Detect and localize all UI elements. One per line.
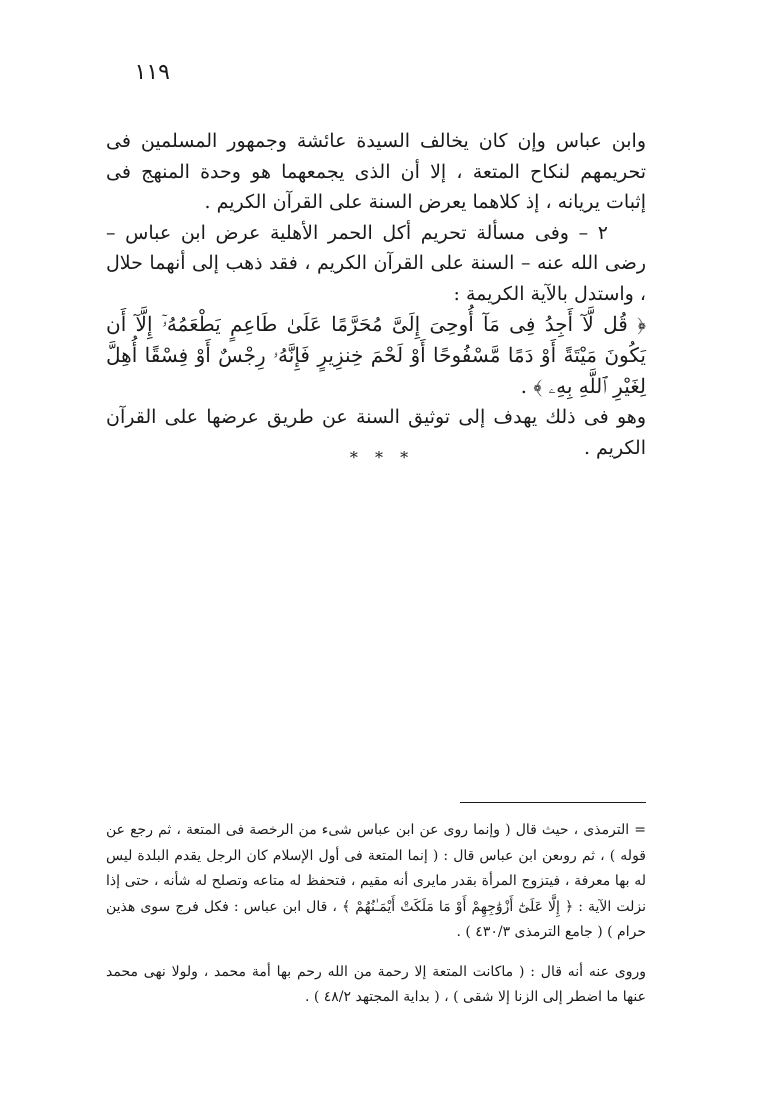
footnote-2: وروى عنه أنه قال : ( ماكانت المتعة إلا رحمة من الله رحم بها أمة محمد ، ولولا نهى محمد عنها ما اضطر إلى الزنا إلا شقى ) ، ( بداية المجتهد ٤٨/٢ ) . xyxy=(106,963,646,1005)
footnotes xyxy=(106,818,646,1011)
page-number: ١١٩ xyxy=(134,60,170,85)
quran-verse: ﴿ قُل لَّآ أَجِدُ فِى مَآ أُوحِىَ إِلَىَّ مُحَرَّمًا عَلَىٰ طَاعِمٍ يَطْعَمُهُۥٓ إِلَّآ أَن يَكُونَ مَيْتَةً أَوْ دَمًا مَّسْفُوحًا أَوْ لَحْمَ خِنزِيرٍ فَإِنَّهُۥ رِجْسٌ أَوْ فِسْقًا أُهِلَّ لِغَيْرِ ٱللَّهِ بِهِۦ ﴾ . xyxy=(106,312,646,398)
paragraph-2-marker: ٢ – xyxy=(578,221,609,244)
footnote-1: = الترمذى ، حيث قال ( وإنما روى عن ابن عباس شىء من الرخصة فى المتعة ، ثم رجع عن قوله ) ، ثم روىعن ابن عباس قال : ( إنما المتعة فى أول الإسلام كان الرجل يقدم البلدة ليس له بها معرفة ، فيتزوج المرأة بقدر مايرى أنه مقيم ، فتحفظ له متاعه وتصلح له شأنه ، حتى إذا نزلت الآية : ﴿ إِلَّا عَلَىٰٓ أَزْوَٰجِهِمْ أَوْ مَا مَلَكَتْ أَيْمَـٰنُهُمْ ﴾ ، قال ابن عباس : فكل فرج سوى هذين حرام ) ( جامع الترمذى ٤٣٠/٣ ) . xyxy=(106,822,646,940)
main-text xyxy=(106,126,646,463)
paragraph-2-text: وفى مسألة تحريم أكل الحمر الأهلية عرض ابن عباس – رضى الله عنه – السنة على القرآن الكريم ، فقد ذهب إلى أنهما حلال ، واستدل بالآية الكريمة : xyxy=(106,221,646,305)
section-separator: * * * xyxy=(349,448,415,467)
paragraph-1: وابن عباس وإن كان يخالف السيدة عائشة وجمهور المسلمين فى تحريمهم لنكاح المتعة ، إلا أن الذى يجمعهما هو وحدة المنهج فى إثبات يريانه ، إذ كلاهما يعرض السنة على القرآن الكريم . xyxy=(106,130,646,213)
paragraph-2 xyxy=(106,218,646,310)
footnote-divider xyxy=(460,802,646,803)
paragraph-3: وهو فى ذلك يهدف إلى توثيق السنة عن طريق عرضها على القرآن الكريم . xyxy=(106,406,646,459)
